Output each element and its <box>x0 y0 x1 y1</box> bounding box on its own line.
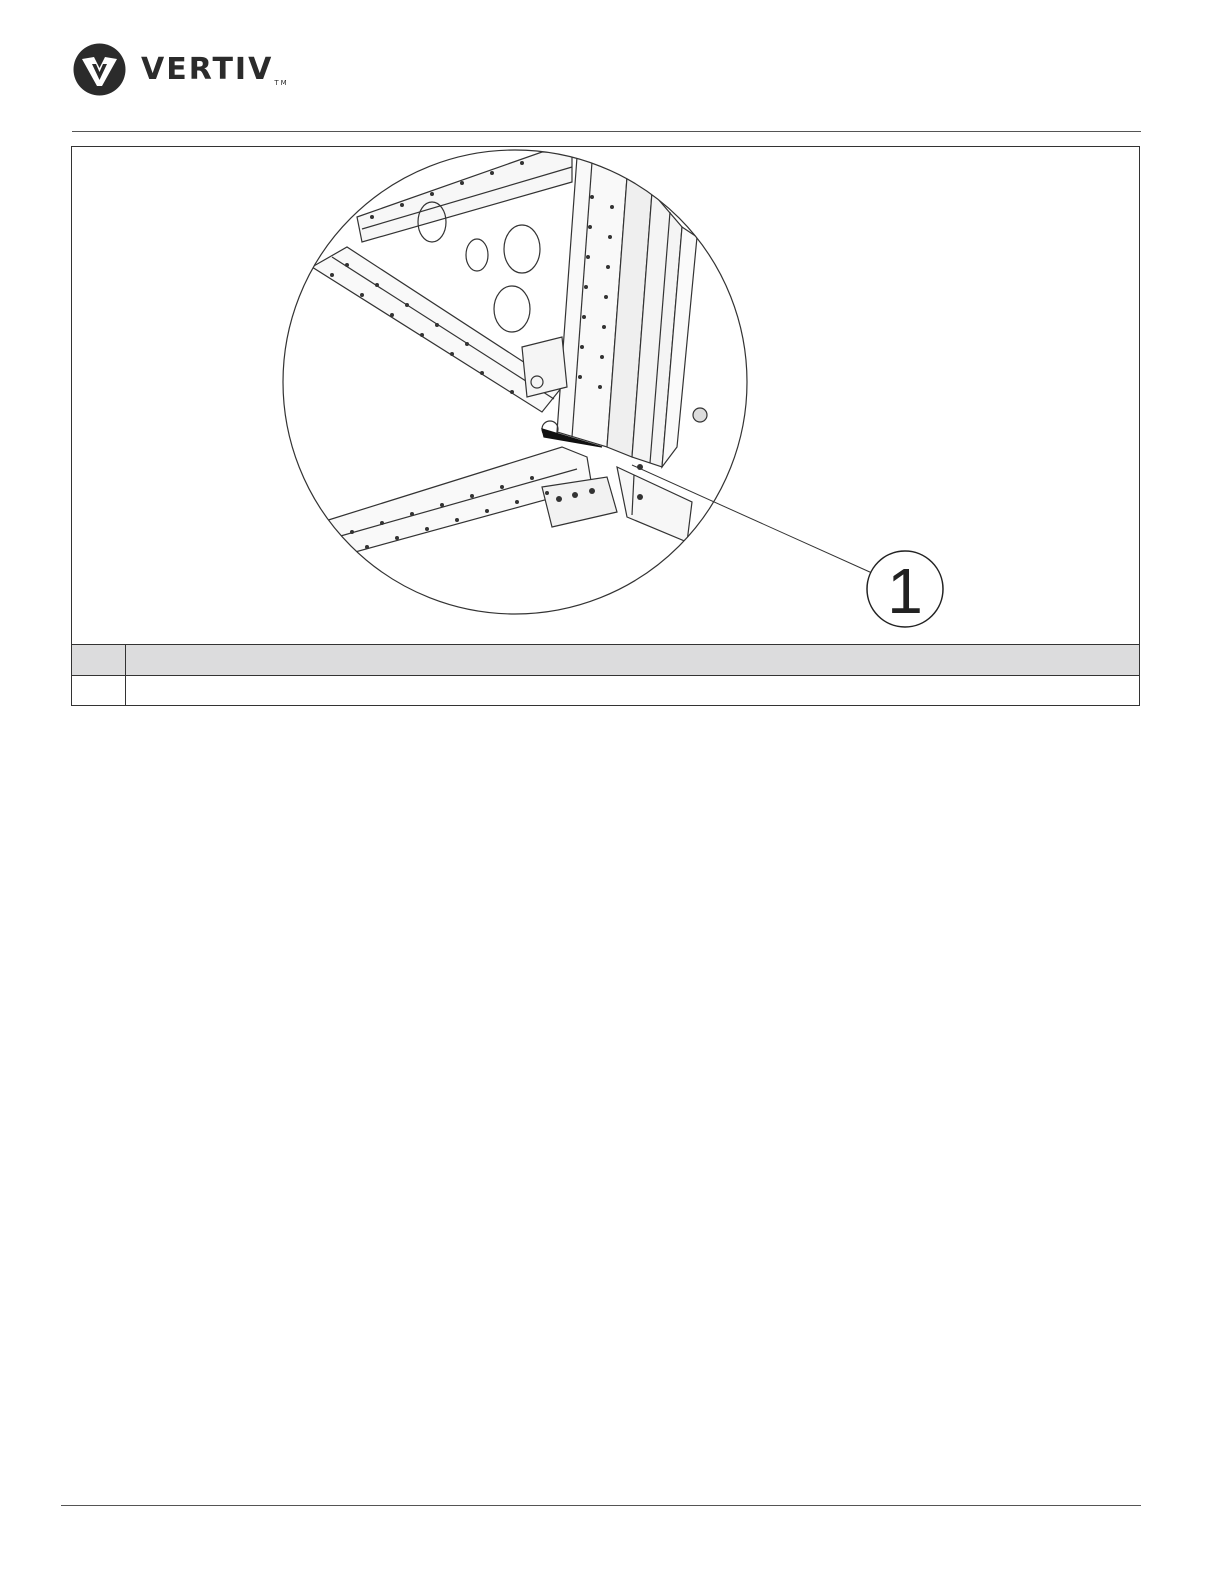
trademark-mark: TM <box>274 79 289 87</box>
legend-description-cell <box>126 676 1140 706</box>
magnified-detail <box>272 147 752 617</box>
header-divider <box>72 131 1141 132</box>
legend-item-cell <box>72 676 126 706</box>
legend-table <box>72 644 1139 705</box>
legend-header-row <box>72 645 1139 676</box>
vertiv-logo-icon <box>72 42 127 97</box>
vertiv-logo <box>72 42 289 97</box>
callout-label: 1 <box>887 555 923 627</box>
brand-wordmark <box>141 52 289 87</box>
footer-divider <box>61 1505 1141 1506</box>
legend-header-item <box>72 645 126 676</box>
legend-row <box>72 676 1139 706</box>
rack-frame-drawing <box>72 147 1139 644</box>
legend-header-description <box>126 645 1140 676</box>
figure-frame <box>71 146 1140 706</box>
brand-name: VERTIV <box>141 52 274 87</box>
